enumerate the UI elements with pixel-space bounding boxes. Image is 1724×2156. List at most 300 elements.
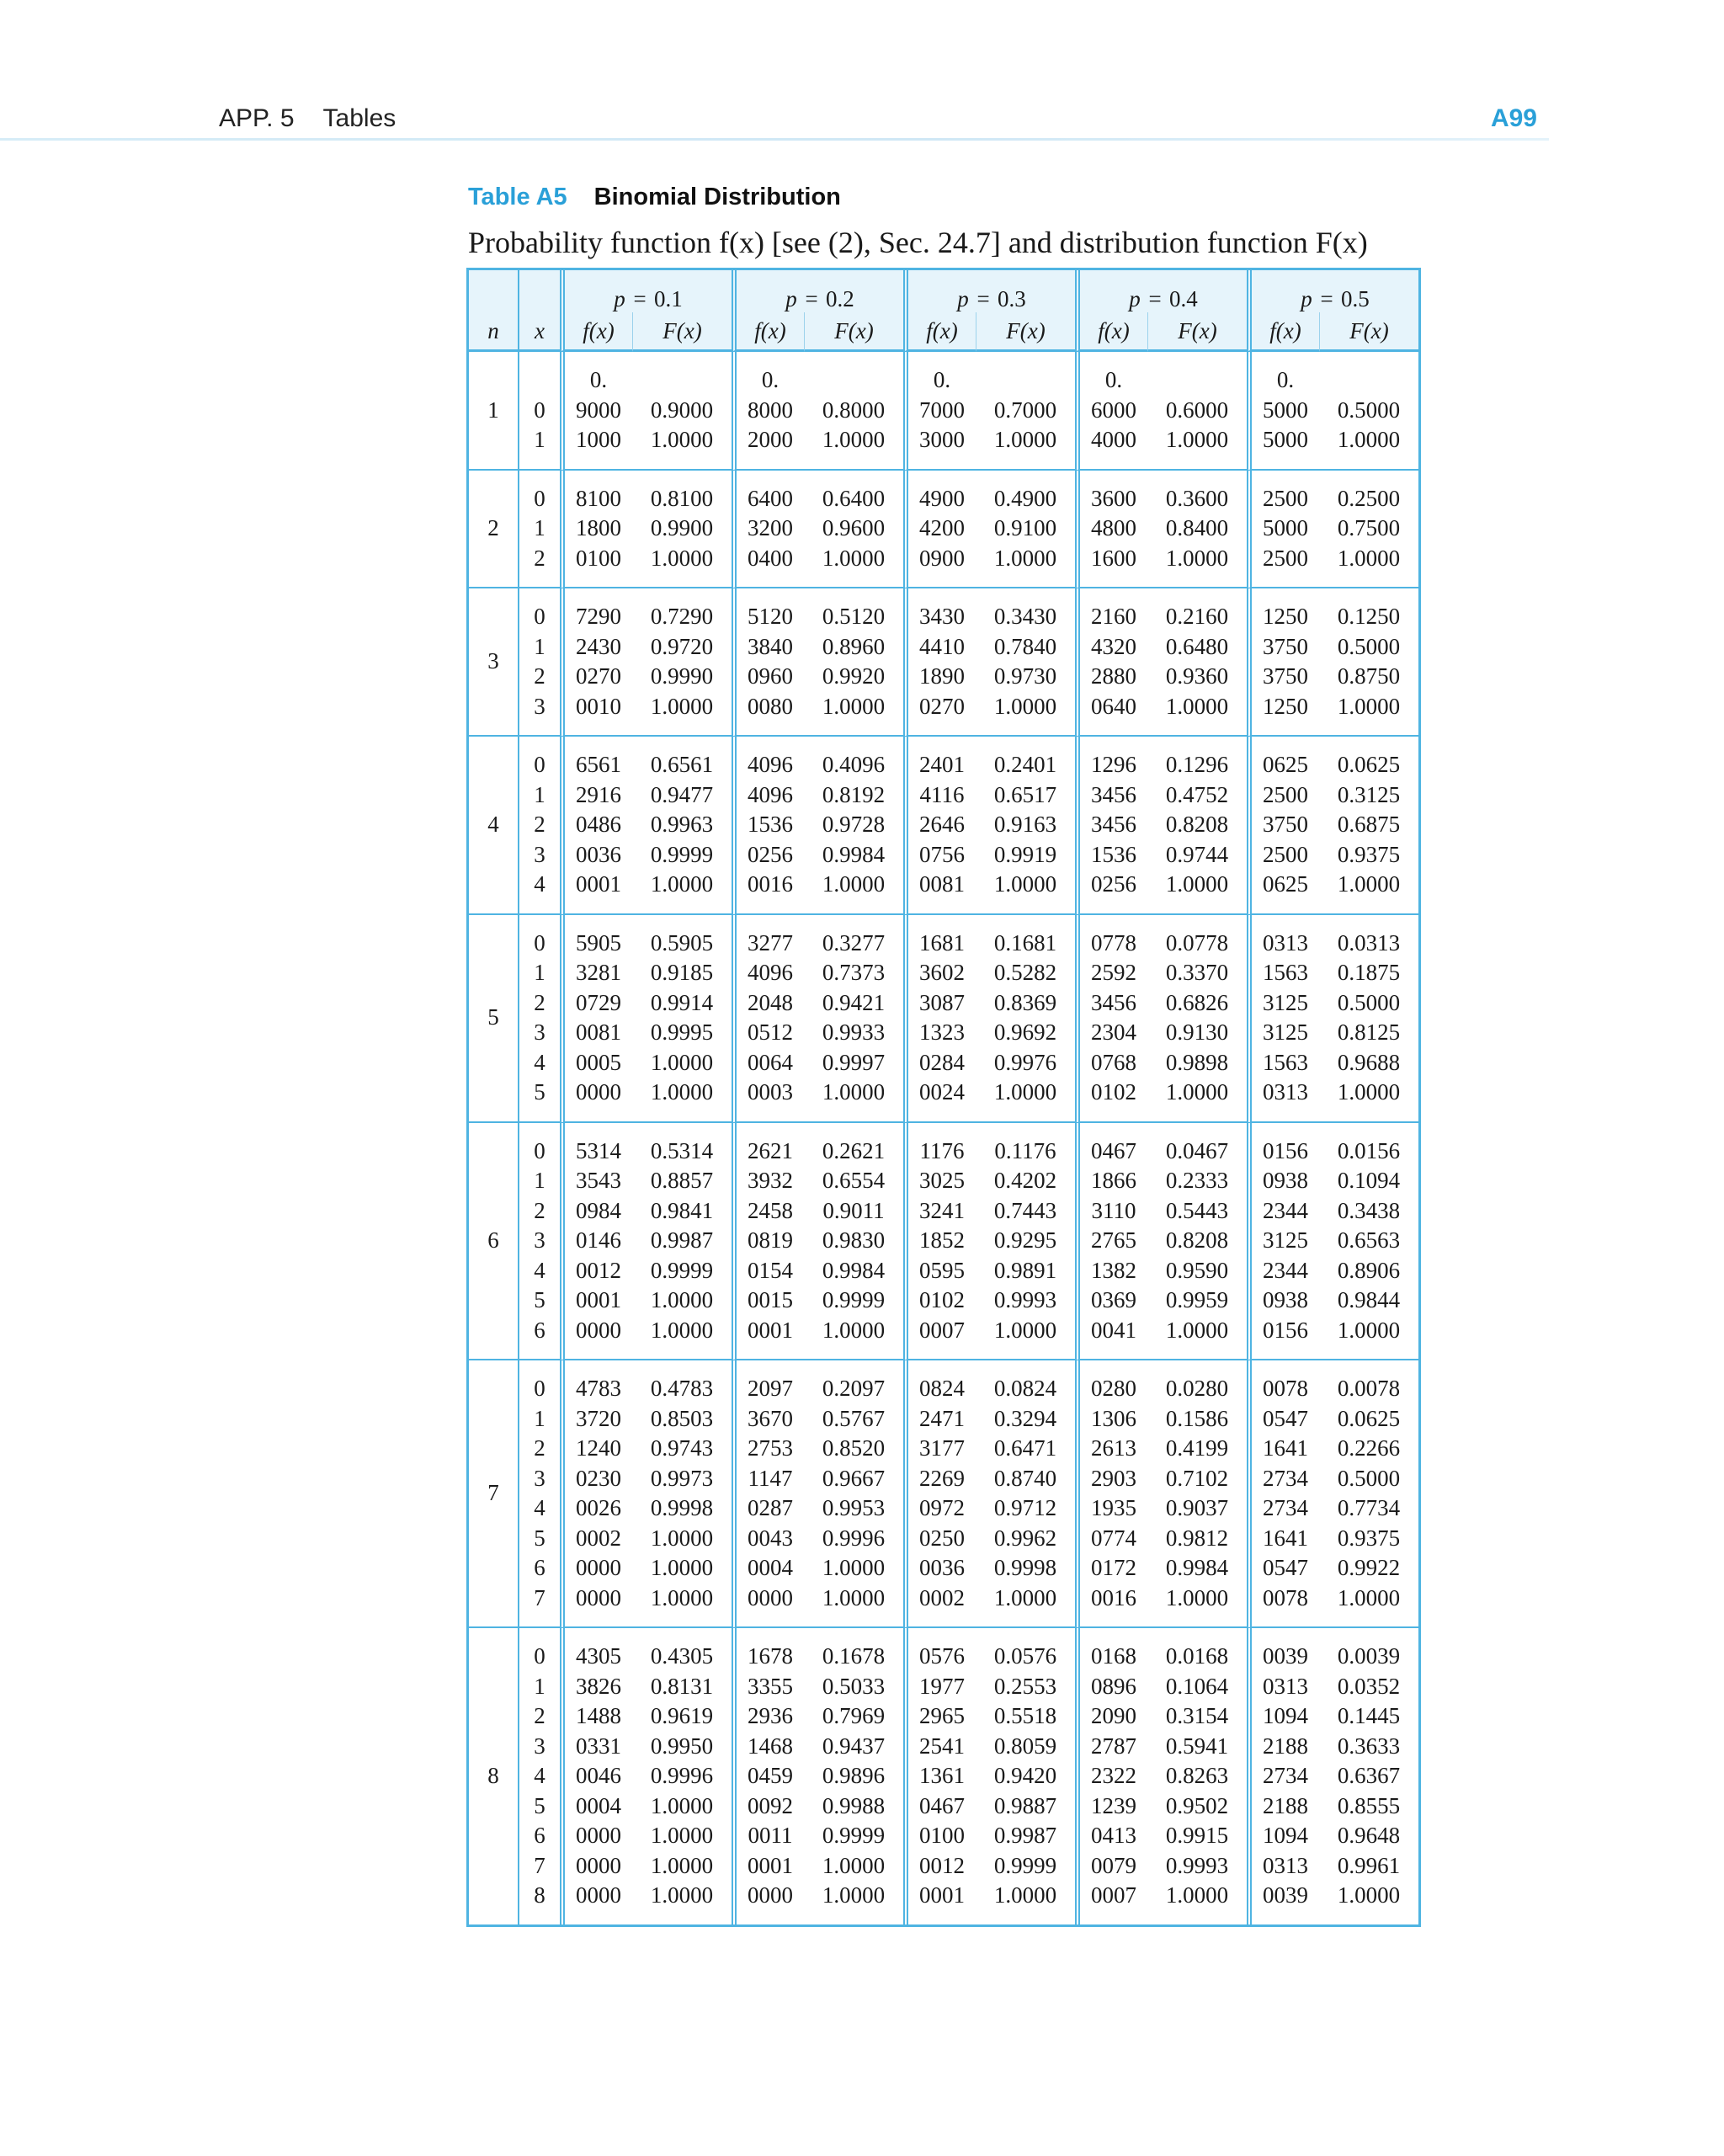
f-value: 0625 [1247, 737, 1319, 780]
f-value: 0896 [1075, 1672, 1147, 1702]
F-value: 1.0000 [804, 544, 903, 589]
F-value: 0.9130 [1165, 1019, 1229, 1045]
f-value: 2621 [732, 1123, 804, 1167]
table-row [469, 1524, 1418, 1554]
f-value: 0000 [560, 1584, 632, 1629]
n-value: 1 [469, 352, 518, 471]
f-value: 4305 [560, 1628, 632, 1672]
blank-cell [632, 352, 732, 396]
F-value: 0.9920 [822, 663, 886, 689]
F-value: 0.8503 [650, 1405, 714, 1431]
f-value: 5000 [1247, 425, 1319, 471]
F-value: 1.0000 [1147, 692, 1247, 737]
f-value: 2500 [1247, 780, 1319, 811]
f-value: 0000 [560, 1078, 632, 1123]
F-value: 0.4900 [993, 485, 1057, 511]
F-value: 0.8369 [993, 989, 1057, 1015]
f-value: 0280 [1075, 1360, 1147, 1404]
n-value: 8 [487, 1763, 499, 1788]
F-value: 0.6875 [1337, 812, 1401, 837]
F-value: 0.9933 [822, 1019, 886, 1045]
decimal-prefix: 0. [560, 352, 632, 396]
f-value: 3200 [732, 514, 804, 544]
F-value: 0.9898 [1165, 1049, 1229, 1075]
decimal-prefix: 0. [1075, 352, 1147, 396]
F-value: 0.8960 [822, 633, 886, 659]
table-row [469, 1732, 1418, 1762]
f-value: 0486 [560, 810, 632, 840]
x-value: 1 [518, 958, 560, 988]
f-value: 2344 [1247, 1196, 1319, 1227]
F-value: 1.0000 [650, 1555, 714, 1580]
x-value: 0 [518, 915, 560, 959]
F-value: 0.8400 [1165, 515, 1229, 540]
f-value: 1296 [1075, 737, 1147, 780]
F-value: 0.5767 [822, 1405, 886, 1431]
f-value: 2000 [732, 425, 804, 471]
f-value: 2903 [1075, 1464, 1147, 1494]
f-value: 5000 [1247, 514, 1319, 544]
f-value: 0010 [560, 692, 632, 737]
x-value: 3 [518, 1464, 560, 1494]
equals-sign: = [631, 286, 647, 311]
F-value: 0.9421 [822, 989, 886, 1015]
f-value: 3543 [560, 1166, 632, 1196]
F-value: 0.9648 [1337, 1823, 1401, 1848]
f-value: 1250 [1247, 588, 1319, 632]
f-value: 1361 [903, 1761, 976, 1791]
F-value: 0.9730 [993, 663, 1057, 689]
f-value: 0016 [1075, 1584, 1147, 1629]
f-value: 0036 [560, 840, 632, 870]
f-value: 0168 [1075, 1628, 1147, 1672]
F-value: 0.8263 [1165, 1763, 1229, 1788]
f-value: 0041 [1075, 1316, 1147, 1361]
F-value: 0.8906 [1337, 1257, 1401, 1283]
table-row [469, 1701, 1418, 1732]
f-value: 1323 [903, 1018, 976, 1048]
f-value: 2344 [1247, 1256, 1319, 1286]
f-value: 3602 [903, 958, 976, 988]
f-value: 2322 [1075, 1761, 1147, 1791]
table-row [469, 662, 1418, 692]
f-value: 0036 [903, 1553, 976, 1584]
f-value: 7000 [903, 396, 976, 426]
header-F: F(x) [976, 312, 1075, 352]
decimal-prefix: 0. [903, 352, 976, 396]
table-row [469, 870, 1418, 915]
table-row [469, 396, 1418, 426]
f-value: 0284 [903, 1048, 976, 1078]
f-value: 0039 [1247, 1628, 1319, 1672]
f-value: 0250 [903, 1524, 976, 1554]
f-value: 0000 [732, 1584, 804, 1629]
header-p-3 [903, 270, 1075, 312]
F-value: 0.7373 [822, 960, 886, 985]
F-value: 1.0000 [1319, 425, 1418, 471]
f-value: 0756 [903, 840, 976, 870]
p-value: 0.5 [1340, 286, 1370, 311]
header-blank-x [518, 270, 560, 312]
F-value: 0.9999 [650, 1257, 714, 1283]
f-value: 0000 [732, 1881, 804, 1924]
F-value: 0.8555 [1337, 1792, 1401, 1818]
f-value: 2965 [903, 1701, 976, 1732]
F-value: 0.1296 [1165, 752, 1229, 777]
f-value: 2458 [732, 1196, 804, 1227]
F-value: 0.1250 [1337, 604, 1401, 629]
F-value: 0.9997 [822, 1049, 886, 1075]
f-value: 0005 [560, 1048, 632, 1078]
x-value: 0 [518, 471, 560, 514]
x-value: 2 [518, 1701, 560, 1732]
f-value: 4410 [903, 632, 976, 663]
x-value: 2 [518, 1434, 560, 1464]
x-value: 1 [518, 1404, 560, 1435]
f-value: 3456 [1075, 780, 1147, 811]
n-value: 5 [469, 915, 518, 1123]
F-value: 0.7290 [650, 604, 714, 629]
F-value: 0.7500 [1337, 515, 1401, 540]
x-value: 3 [518, 692, 560, 737]
f-value: 0011 [732, 1821, 804, 1851]
F-value: 0.5000 [1337, 397, 1401, 423]
F-value: 1.0000 [632, 692, 732, 737]
f-value: 1239 [1075, 1791, 1147, 1822]
F-value: 0.9987 [993, 1823, 1057, 1848]
x-blank [518, 352, 560, 396]
F-value: 0.0156 [1337, 1137, 1401, 1163]
x-value: 8 [518, 1881, 560, 1924]
F-value: 0.2500 [1337, 485, 1401, 511]
table-row [469, 810, 1418, 840]
F-value: 0.9993 [1165, 1852, 1229, 1878]
F-value: 0.1176 [994, 1137, 1056, 1163]
f-value: 0331 [560, 1732, 632, 1762]
f-value: 3750 [1247, 662, 1319, 692]
F-value: 0.9744 [1165, 841, 1229, 867]
f-value: 0002 [560, 1524, 632, 1554]
prefix-row [469, 352, 1418, 396]
f-value: 0778 [1075, 915, 1147, 959]
F-value: 1.0000 [976, 544, 1075, 589]
n-value: 6 [469, 1123, 518, 1361]
f-value: 2787 [1075, 1732, 1147, 1762]
f-value: 0024 [903, 1078, 976, 1123]
F-value: 0.9961 [1337, 1852, 1401, 1878]
x-value: 4 [518, 870, 560, 915]
x-value: 3 [518, 1732, 560, 1762]
f-value: 3456 [1075, 810, 1147, 840]
F-value: 0.1681 [993, 929, 1057, 956]
n-value: 2 [469, 471, 518, 589]
F-value: 0.9891 [993, 1257, 1057, 1283]
f-value: 3456 [1075, 988, 1147, 1019]
F-value: 0.9953 [822, 1495, 886, 1520]
f-value: 0078 [1247, 1584, 1319, 1629]
f-value: 1935 [1075, 1493, 1147, 1524]
table-row [469, 1226, 1418, 1256]
F-value: 1.0000 [976, 692, 1075, 737]
F-value: 0.3438 [1337, 1197, 1401, 1223]
F-value: 1.0000 [632, 1078, 732, 1123]
table-body [469, 352, 1418, 1924]
f-value: 0004 [732, 1553, 804, 1584]
f-value: 1866 [1075, 1166, 1147, 1196]
blank-cell [1147, 352, 1247, 396]
F-value: 1.0000 [1147, 870, 1247, 915]
f-value: 4783 [560, 1360, 632, 1404]
F-value: 0.5314 [650, 1137, 714, 1163]
x-value: 1 [518, 780, 560, 811]
F-value: 1.0000 [1319, 1584, 1418, 1629]
F-value: 0.6554 [822, 1168, 886, 1193]
F-value: 0.9000 [650, 397, 714, 423]
F-value: 1.0000 [1319, 870, 1418, 915]
x-value: 0 [518, 1628, 560, 1672]
F-value: 0.9360 [1165, 663, 1229, 689]
f-value: 1000 [560, 425, 632, 471]
F-value: 0.9437 [822, 1733, 886, 1759]
table-row [469, 1018, 1418, 1048]
F-value: 0.5120 [822, 604, 886, 629]
F-value: 0.9973 [650, 1465, 714, 1491]
F-value: 0.6367 [1337, 1763, 1401, 1788]
f-value: 4096 [732, 737, 804, 780]
table-row [469, 471, 1418, 514]
x-value: 3 [518, 1018, 560, 1048]
f-value: 3125 [1247, 988, 1319, 1019]
F-value: 0.9896 [822, 1763, 886, 1788]
F-value: 1.0000 [1337, 1882, 1401, 1908]
equals-sign: = [1147, 286, 1163, 311]
F-value: 0.6563 [1337, 1227, 1401, 1253]
f-value: 1094 [1247, 1701, 1319, 1732]
f-value: 0012 [560, 1256, 632, 1286]
F-value: 0.9812 [1165, 1525, 1229, 1551]
F-value: 0.9919 [993, 841, 1057, 867]
F-value: 0.5033 [822, 1673, 886, 1699]
x-value: 1 [518, 632, 560, 663]
F-value: 0.9999 [993, 1852, 1057, 1878]
F-value: 0.5000 [1337, 989, 1401, 1015]
F-value: 0.2160 [1165, 604, 1229, 629]
f-value: 0100 [560, 544, 632, 589]
f-value: 2613 [1075, 1434, 1147, 1464]
f-value: 0000 [560, 1881, 632, 1924]
F-value: 0.9999 [822, 1287, 886, 1312]
f-value: 1536 [732, 810, 804, 840]
F-value: 0.8740 [993, 1465, 1057, 1491]
F-value: 0.9185 [650, 960, 714, 985]
F-value: 1.0000 [1165, 1882, 1229, 1908]
F-value: 0.5905 [650, 929, 714, 956]
F-value: 0.5518 [993, 1703, 1057, 1728]
F-value: 1.0000 [993, 1882, 1057, 1908]
p-value: 0.4 [1168, 286, 1198, 311]
p-value: 0.3 [997, 286, 1026, 311]
F-value: 0.7840 [993, 633, 1057, 659]
F-value: 0.9375 [1337, 841, 1401, 867]
f-value: 0972 [903, 1493, 976, 1524]
header-row-columns [469, 312, 1418, 352]
n-value: 7 [469, 1360, 518, 1628]
f-value: 0102 [1075, 1078, 1147, 1123]
F-value: 1.0000 [1319, 1078, 1418, 1123]
f-value: 2734 [1247, 1464, 1319, 1494]
F-value: 0.9996 [822, 1525, 886, 1551]
x-value: 1 [518, 425, 560, 471]
x-value: 0 [518, 737, 560, 780]
blank-cell [804, 352, 903, 396]
f-value: 0007 [903, 1316, 976, 1361]
f-value: 3355 [732, 1672, 804, 1702]
f-value: 5000 [1247, 396, 1319, 426]
equals-sign: = [1318, 286, 1334, 311]
F-value: 0.9477 [650, 781, 714, 807]
F-value: 0.9976 [993, 1049, 1057, 1075]
f-value: 0064 [732, 1048, 804, 1078]
F-value: 0.7734 [1337, 1495, 1401, 1520]
table-row [469, 1048, 1418, 1078]
F-value: 1.0000 [632, 870, 732, 915]
page-number: A99 [1490, 104, 1537, 132]
f-value: 0156 [1247, 1123, 1319, 1167]
f-value: 2304 [1075, 1018, 1147, 1048]
F-value: 0.9295 [993, 1227, 1057, 1253]
F-value: 0.9667 [822, 1465, 886, 1491]
F-value: 0.9619 [650, 1703, 714, 1728]
table-row [469, 1434, 1418, 1464]
f-value: 2734 [1247, 1761, 1319, 1791]
F-value: 0.0039 [1337, 1643, 1401, 1669]
F-value: 1.0000 [650, 1882, 714, 1908]
F-value: 0.9959 [1165, 1287, 1229, 1312]
f-value: 0000 [560, 1821, 632, 1851]
f-value: 0000 [560, 1553, 632, 1584]
F-value: 1.0000 [650, 1823, 714, 1848]
x-value: 0 [518, 588, 560, 632]
f-value: 2160 [1075, 588, 1147, 632]
header-F: F(x) [1319, 312, 1418, 352]
F-value: 0.8750 [1337, 663, 1401, 689]
p-symbol: p [1301, 286, 1312, 311]
header-row-p [469, 270, 1418, 312]
f-value: 1563 [1247, 958, 1319, 988]
f-value: 3430 [903, 588, 976, 632]
F-value: 1.0000 [632, 425, 732, 471]
header-blank-n [469, 270, 518, 312]
table-row [469, 1256, 1418, 1286]
F-value: 0.8000 [822, 397, 886, 423]
F-value: 0.9692 [993, 1019, 1057, 1045]
F-value: 0.0352 [1337, 1673, 1401, 1699]
f-value: 2188 [1247, 1732, 1319, 1762]
F-value: 0.9720 [650, 633, 714, 659]
p-symbol: p [1129, 286, 1141, 311]
F-value: 0.0576 [993, 1643, 1057, 1669]
x-value: 4 [518, 1048, 560, 1078]
f-value: 3720 [560, 1404, 632, 1435]
f-value: 0400 [732, 544, 804, 589]
f-value: 1468 [732, 1732, 804, 1762]
F-value: 0.9984 [822, 1257, 886, 1283]
F-value: 1.0000 [804, 1316, 903, 1361]
x-value: 4 [518, 1761, 560, 1791]
f-value: 5120 [732, 588, 804, 632]
f-value: 8000 [732, 396, 804, 426]
F-value: 0.4752 [1165, 781, 1229, 807]
f-value: 2541 [903, 1732, 976, 1762]
F-value: 0.9011 [822, 1197, 885, 1223]
f-value: 1641 [1247, 1524, 1319, 1554]
header-n: n [469, 312, 518, 352]
p-value: 0.1 [653, 286, 683, 311]
f-value: 2090 [1075, 1701, 1147, 1732]
f-value: 0313 [1247, 915, 1319, 959]
f-value: 2646 [903, 810, 976, 840]
f-value: 6000 [1075, 396, 1147, 426]
F-value: 0.0313 [1337, 929, 1401, 956]
header-f: f(x) [1075, 312, 1147, 352]
f-value: 2269 [903, 1464, 976, 1494]
f-value: 0595 [903, 1256, 976, 1286]
F-value: 0.9999 [822, 1823, 886, 1848]
F-value: 0.2553 [993, 1673, 1057, 1699]
f-value: 0043 [732, 1524, 804, 1554]
f-value: 1536 [1075, 840, 1147, 870]
F-value: 1.0000 [1147, 425, 1247, 471]
F-value: 0.0467 [1165, 1137, 1229, 1163]
f-value: 1852 [903, 1226, 976, 1256]
x-value: 2 [518, 810, 560, 840]
decimal-prefix: 0. [732, 352, 804, 396]
f-value: 9000 [560, 396, 632, 426]
F-value: 0.9728 [822, 812, 886, 837]
table-row [469, 840, 1418, 870]
F-value: 1.0000 [976, 1584, 1075, 1629]
table-number: Table A5 [468, 184, 567, 210]
F-value: 0.0778 [1165, 929, 1229, 956]
F-value: 0.7969 [822, 1703, 886, 1728]
x-value: 4 [518, 1256, 560, 1286]
f-value: 0046 [560, 1761, 632, 1791]
F-value: 0.0824 [993, 1376, 1057, 1401]
f-value: 3600 [1075, 471, 1147, 514]
F-value: 0.3154 [1165, 1703, 1229, 1728]
F-value: 0.9963 [650, 812, 714, 837]
x-value: 5 [518, 1078, 560, 1123]
f-value: 0080 [732, 692, 804, 737]
F-value: 0.0625 [1337, 1405, 1401, 1431]
f-value: 1890 [903, 662, 976, 692]
f-value: 0001 [732, 1316, 804, 1361]
F-value: 0.1678 [822, 1643, 886, 1669]
table-row [469, 988, 1418, 1019]
x-value: 1 [518, 1672, 560, 1702]
f-value: 0625 [1247, 870, 1319, 915]
F-value: 1.0000 [822, 1555, 886, 1580]
p-symbol: p [614, 286, 625, 311]
p-symbol: p [785, 286, 797, 311]
f-value: 1800 [560, 514, 632, 544]
F-value: 1.0000 [976, 870, 1075, 915]
f-value: 3670 [732, 1404, 804, 1435]
f-value: 0369 [1075, 1286, 1147, 1316]
F-value: 0.6826 [1165, 989, 1229, 1015]
F-value: 0.1875 [1337, 960, 1401, 985]
header-f: f(x) [1247, 312, 1319, 352]
